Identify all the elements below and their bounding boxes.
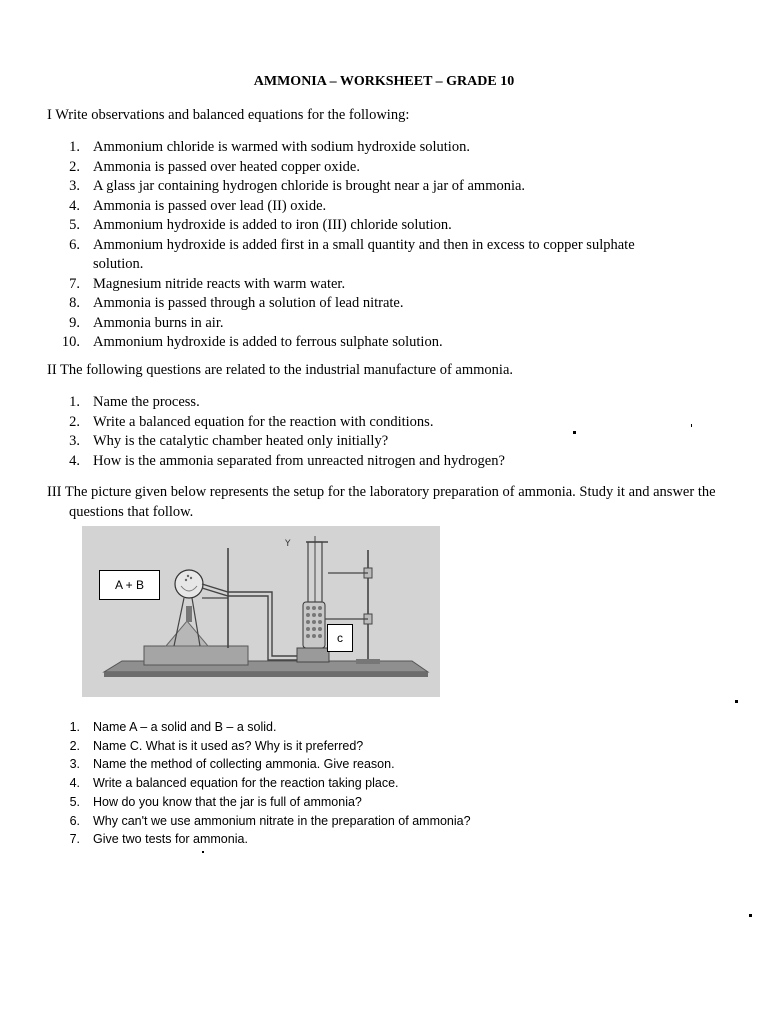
item-text: Ammonium hydroxide is added to ferrous sulphate solution. <box>93 334 443 350</box>
item-number: 6. <box>69 813 80 828</box>
item-number: 9. <box>69 314 80 331</box>
list-item <box>47 216 687 236</box>
section-2-list <box>47 393 687 471</box>
section-1-list <box>47 138 687 353</box>
stray-mark <box>691 424 692 427</box>
item-text: Ammonium hydroxide is added first in a small quantity and then in excess to copper sulphate solution. <box>93 236 635 272</box>
item-text: Why is the catalytic chamber heated only initially? <box>93 433 389 449</box>
item-number: 7. <box>69 832 80 847</box>
list-item <box>47 158 687 178</box>
item-text: How do you know that the jar is full of ammonia? <box>93 794 362 809</box>
list-item <box>47 452 687 472</box>
item-number: 7. <box>69 275 80 292</box>
list-item <box>47 432 687 452</box>
item-text: Name A – a solid and B – a solid. <box>93 720 277 734</box>
item-number: 10. <box>61 334 80 350</box>
list-item <box>47 177 687 197</box>
list-item <box>47 812 687 831</box>
list-item <box>47 393 687 413</box>
item-text: A glass jar containing hydrogen chloride is brought near a jar of ammonia. <box>93 178 526 194</box>
svg-text:Y: Y <box>285 539 291 549</box>
section-3-heading: III The picture given below represents the setup for the laboratory preparation of ammonia. Study it and answer the questions that follow. <box>47 484 716 520</box>
item-text: Ammonia is passed through a solution of lead nitrate. <box>93 295 404 311</box>
list-item <box>47 275 687 295</box>
list-item <box>47 830 687 849</box>
list-item <box>47 138 687 158</box>
list-item <box>47 197 687 217</box>
item-text: Ammonium chloride is warmed with sodium hydroxide solution. <box>93 139 470 155</box>
item-text: Why can't we use ammonium nitrate in the preparation of ammonia? <box>93 813 471 828</box>
item-number: 1. <box>69 394 80 410</box>
item-number: 4. <box>69 197 80 214</box>
item-number: 8. <box>69 295 80 311</box>
item-number: 2. <box>69 413 80 430</box>
item-number: 3. <box>69 757 80 772</box>
item-number: 3. <box>69 178 80 194</box>
list-item <box>47 718 687 737</box>
item-number: 4. <box>69 776 80 791</box>
stray-mark <box>735 700 738 703</box>
stray-mark <box>202 851 204 853</box>
item-text: Ammonia is passed over heated copper oxide. <box>93 158 360 175</box>
item-text: Name C. What is it used as? Why is it preferred? <box>93 738 364 753</box>
item-text: Write a balanced equation for the reaction with conditions. <box>93 413 434 430</box>
item-number: 4. <box>69 452 80 469</box>
section-2-heading: II The following questions are related to the industrial manufacture of ammonia. <box>47 362 514 378</box>
item-text: Give two tests for ammonia. <box>93 832 248 847</box>
item-text: Name the process. <box>93 394 200 410</box>
stray-mark <box>573 431 576 434</box>
list-item <box>47 793 687 812</box>
list-item <box>47 755 687 774</box>
item-number: 1. <box>69 139 80 155</box>
item-text: Name the method of collecting ammonia. Give reason. <box>93 757 395 772</box>
item-number: 5. <box>69 794 80 809</box>
item-text: Magnesium nitride reacts with warm water. <box>93 275 346 292</box>
label-a-plus-b: A + B <box>99 570 160 600</box>
label-c: c <box>327 624 353 652</box>
item-number: 3. <box>69 433 80 449</box>
item-text: Ammonia is passed over lead (II) oxide. <box>93 197 327 214</box>
item-number: 1. <box>69 720 80 734</box>
item-number: 5. <box>69 217 80 233</box>
item-number: 6. <box>69 236 80 253</box>
section-3-list <box>47 718 687 849</box>
apparatus-figure <box>82 526 440 697</box>
item-text: Write a balanced equation for the reaction taking place. <box>93 776 399 791</box>
item-text: Ammonium hydroxide is added to iron (III) chloride solution. <box>93 217 452 233</box>
list-item <box>47 774 687 793</box>
worksheet-title: AMMONIA – WORKSHEET – GRADE 10 <box>253 74 515 89</box>
section-1-heading: I Write observations and balanced equations for the following: <box>47 107 410 123</box>
item-number: 2. <box>69 738 80 753</box>
list-item <box>47 413 687 433</box>
item-number: 2. <box>69 158 80 175</box>
item-text: Ammonia burns in air. <box>93 314 224 331</box>
list-item <box>47 236 687 275</box>
list-item <box>47 737 687 756</box>
item-text: How is the ammonia separated from unreacted nitrogen and hydrogen? <box>93 452 505 469</box>
list-item <box>47 294 687 314</box>
stray-mark <box>749 914 752 917</box>
list-item <box>47 333 687 353</box>
list-item <box>47 314 687 334</box>
apparatus-diagram <box>82 526 440 697</box>
